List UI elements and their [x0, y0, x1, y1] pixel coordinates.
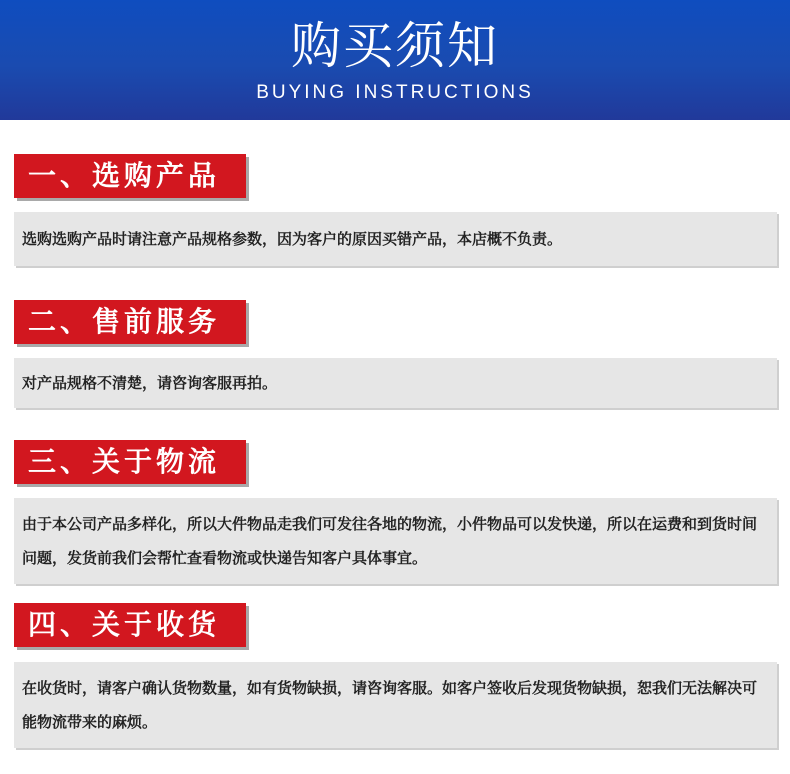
page-subtitle: BUYING INSTRUCTIONS	[256, 82, 534, 103]
section-body-logistics	[14, 498, 777, 584]
section-body-select-product	[14, 212, 777, 266]
section-text: 由于本公司产品多样化，所以大件物品走我们可发往各地的物流，小件物品可以发快递，所以在运费和到货时间问题，发货前我们会帮忙查看物流或快递告知客户具体事宜。	[22, 515, 758, 567]
section-text: 选购选购产品时请注意产品规格参数，因为客户的原因买错产品，本店概不负责。	[22, 230, 563, 248]
section-title-presale-service: 二、售前服务	[14, 300, 246, 344]
section-title-receiving: 四、关于收货	[14, 603, 246, 647]
page-header	[0, 0, 790, 120]
section-body-presale-service	[14, 358, 777, 408]
section-text: 在收货时，请客户确认货物数量，如有货物缺损，请咨询客服。如客户签收后发现货物缺损，恕我们无法解决可能物流带来的麻烦。	[22, 679, 758, 731]
page-title: 购买须知	[291, 17, 499, 75]
section-body-receiving	[14, 662, 777, 748]
section-title-logistics: 三、关于物流	[14, 440, 246, 484]
section-text: 对产品规格不清楚，请咨询客服再拍。	[22, 374, 278, 392]
section-title-select-product: 一、选购产品	[14, 154, 246, 198]
